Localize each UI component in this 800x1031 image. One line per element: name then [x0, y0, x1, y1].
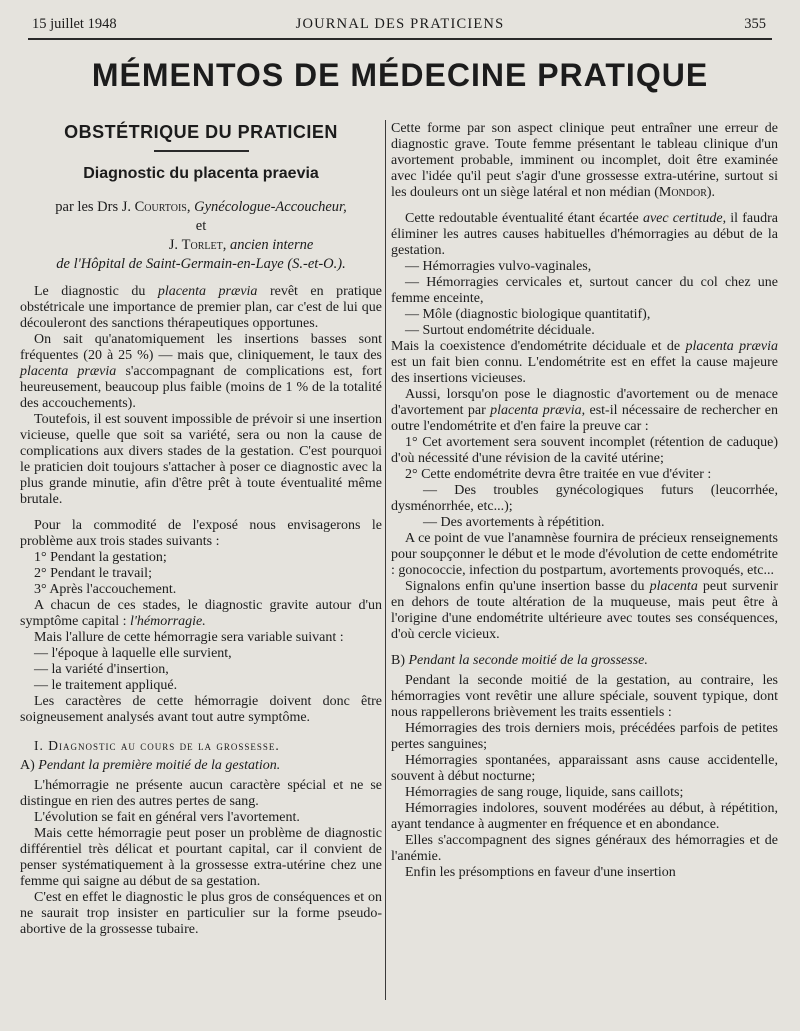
paragraph: Toutefois, il est souvent impossible de prévoir si une insertion vicieuse, quelle que soit sa variété, sera ou non la cause de complications aux divers stades de la gestation. C'est pourquoi le praticien doit toujours s'attacher à poser ce diagnostic avec la plus grande minutie, afin d'être prêt à toute éventualité même brutale.	[20, 411, 382, 507]
italic-term: placenta prævia	[490, 403, 582, 418]
text-run: J.	[168, 236, 182, 253]
column-divider	[385, 120, 386, 1000]
author-title: ancien interne	[229, 236, 314, 253]
paragraph: Mais cette hémorragie peut poser un problème de diagnostic différentiel très délicat et pourtant capital, car il convient de penser systématiquement à la grossesse extra-utérine chez une femme qui saigne au début de sa gestation.	[20, 825, 382, 889]
paragraph: Les caractères de cette hémorragie doivent donc être soigneusement analysés avant tout autre symptôme.	[20, 693, 382, 725]
text-run: peut survenir en dehors de toute altération de la muqueuse, mais peut être à l'origine d'une endométrite ultérieure avec toutes ses conséquences, d'où cercle vicieux.	[391, 579, 778, 642]
running-header	[28, 10, 772, 40]
left-body	[20, 284, 382, 938]
author-name: Courtois	[134, 198, 187, 215]
italic-term: placenta prævia	[20, 363, 117, 379]
list-item: 3° Après l'accouchement.	[34, 581, 177, 597]
byline-author-1	[20, 198, 382, 217]
text-run: Cette forme par son aspect clinique peut entraîner une erreur de diagnostic grave. Toute femme présentant le tableau clinique d'un avortement probable, imminent ou incomplet, doit être examinée avec l'idée qu'il peut s'agir d'une grossesse extra-utérine, surtout si les douleurs ont un siège latéral et non médian (	[391, 121, 778, 200]
text-run: A chacun de ces stades, le diagnostic gravite autour d'un symptôme capital :	[20, 597, 382, 629]
paragraph: Mais l'allure de cette hémorragie sera variable suivant :	[34, 629, 344, 645]
affiliation: de l'Hôpital de Saint-Germain-en-Laye (S.-et-O.).	[56, 255, 346, 272]
text-run: ,	[222, 236, 230, 253]
paragraph: A ce point de vue l'anamnèse fournira de précieux renseignements pour soupçonner le début et le mode d'évolution de cette endométrite : gonococcie, infection du postpartum, avortements provoqués, etc...	[391, 531, 778, 578]
text-run: , est-il nécessaire de rechercher en outre l'endométrite et d'en faire la preuve car :	[391, 403, 778, 434]
left-column	[20, 118, 382, 938]
text-run: , il faudra éliminer les autres causes habituelles d'hémorragies au début de la gestation.	[391, 211, 779, 258]
text-run: s'accompagnant de complications est, fort heureusement, beaucoup plus faible (moins de 1 % de la totalité des accouchements).	[20, 363, 382, 411]
series-title: MÉMENTOS DE MÉDECINE PRATIQUE	[91, 57, 709, 93]
paragraph	[391, 579, 778, 643]
list-item: 2° Cette endométrite devra être traitée en vue d'éviter :	[405, 467, 712, 482]
right-column	[391, 121, 778, 881]
page-number: 355	[744, 16, 766, 32]
paragraph	[391, 211, 778, 259]
paragraph	[20, 284, 382, 332]
paragraph: Hémorragies spontanées, apparaissant asns cause accidentelle, souvent à début nocturne;	[391, 753, 778, 784]
subsection-heading	[20, 758, 382, 774]
heading-text: Diagnostic au cours de la grossesse.	[48, 737, 280, 753]
italic-term: placenta	[649, 579, 698, 594]
list-item: 1° Cet avortement sera souvent incomplet (rétention de caduque) d'où nécessité d'une révision de la cavité utérine;	[391, 435, 778, 466]
author-name: Torlet	[181, 236, 223, 253]
byline	[20, 198, 382, 274]
section-title: OBSTÉTRIQUE DU PRATICIEN	[64, 122, 338, 142]
paragraph	[391, 339, 778, 387]
text-run: Cette redoutable éventualité étant écartée	[405, 211, 643, 226]
paragraph: Pour la commodité de l'exposé nous envisagerons le problème aux trois stades suivants :	[20, 517, 382, 549]
heading-text: Pendant la seconde moitié de la grossesse.	[408, 653, 648, 668]
paragraph	[20, 598, 382, 630]
italic-term: placenta prævia	[157, 283, 258, 299]
list-item: — Surtout endométrite déciduale.	[405, 323, 595, 338]
paragraph: L'évolution se fait en général vers l'avortement.	[34, 809, 300, 825]
title-rule	[154, 150, 249, 152]
italic-term: placenta prævia	[685, 339, 778, 354]
text-run: Aussi, lorsqu'on pose le diagnostic d'avortement ou de menace d'avortement par	[391, 387, 778, 418]
paragraph	[391, 121, 778, 201]
list-item: 1° Pendant la gestation;	[34, 549, 167, 565]
text-run: Le diagnostic du	[34, 283, 158, 299]
italic-term: avec certitude	[642, 211, 723, 226]
section-heading	[20, 738, 382, 754]
list-item: — Hémorragies cervicales et, surtout cancer du col chez une femme enceinte,	[391, 275, 778, 306]
list-item: — le traitement appliqué.	[34, 677, 178, 693]
heading-letter: B)	[391, 653, 409, 668]
heading-number: I.	[34, 737, 49, 753]
heading-text: Pendant la première moitié de la gestation.	[38, 757, 281, 773]
text-run: revêt en pratique obstétricale une importance de premier plan, car c'est de lui que découleront des sanctions thérapeutiques opportunes.	[20, 283, 383, 331]
text-run: ).	[706, 185, 716, 200]
article-title: Diagnostic du placenta praevia	[83, 164, 319, 182]
list-item: — Hémorragies vulvo-vaginales,	[405, 259, 592, 274]
text-run: On sait qu'anatomiquement les insertions basses sont fréquentes (20 à 25 %) — mais que, cliniquement, le taux des	[20, 331, 382, 363]
paragraph	[20, 332, 382, 412]
list-item: — l'époque à laquelle elle survient,	[34, 645, 232, 661]
author-title: Gynécologue-Accoucheur,	[194, 198, 347, 215]
heading-letter: A)	[20, 757, 39, 773]
cited-author: Mondor	[658, 185, 707, 200]
subsection-heading	[391, 653, 778, 669]
paragraph: Hémorragies des trois derniers mois, précédées parfois de petites pertes sanguines;	[391, 721, 778, 752]
list-item: — Des avortements à répétition.	[423, 515, 605, 530]
paragraph: Elles s'accompagnent des signes généraux des hémorragies et de l'anémie.	[391, 833, 778, 864]
text-run: par les Drs J.	[55, 198, 135, 215]
list-item: — Môle (diagnostic biologique quantitatif),	[405, 307, 651, 322]
paragraph: Hémorragies indolores, souvent modérées au début, à répétition, ayant tendance à augmenter en fréquence et en abondance.	[391, 801, 778, 832]
journal-name: JOURNAL DES PRATICIENS	[295, 16, 505, 32]
paragraph: Pendant la seconde moitié de la gestation, au contraire, les hémorragies vont revêtir une allure spéciale, souvent typique, dont nous rappellerons brièvement les traits essentiels :	[391, 673, 778, 720]
list-item: 2° Pendant le travail;	[34, 565, 152, 581]
paragraph	[391, 387, 778, 435]
paragraph: Hémorragies de sang rouge, liquide, sans caillots;	[405, 785, 684, 800]
issue-date: 15 juillet 1948	[32, 16, 117, 32]
text-run: est un fait bien connu. L'endométrite est en effet la cause majeure des insertions vicieuses.	[391, 355, 778, 386]
italic-term: l'hémorragie.	[130, 613, 206, 629]
paragraph: L'hémorragie ne présente aucun caractère spécial et ne se distingue en rien des autres pertes de sang.	[20, 777, 382, 809]
list-item: — la variété d'insertion,	[34, 661, 169, 677]
text-run: ,	[186, 198, 195, 215]
byline-conjunction: et	[195, 217, 207, 234]
byline-author-2	[20, 236, 382, 255]
paragraph: Enfin les présomptions en faveur d'une insertion	[405, 865, 676, 880]
byline-affiliation	[20, 255, 382, 274]
text-run: Mais la coexistence d'endométrite déciduale et de	[391, 339, 686, 354]
list-item: — Des troubles gynécologiques futurs (leucorrhée, dysménorrhée, etc...);	[391, 483, 778, 514]
paragraph: C'est en effet le diagnostic le plus gros de conséquences et on ne saurait trop insister en particulier sur la forme pseudo-abortive de la grossesse tubaire.	[20, 889, 382, 937]
text-run: Signalons enfin qu'une insertion basse du	[405, 579, 650, 594]
